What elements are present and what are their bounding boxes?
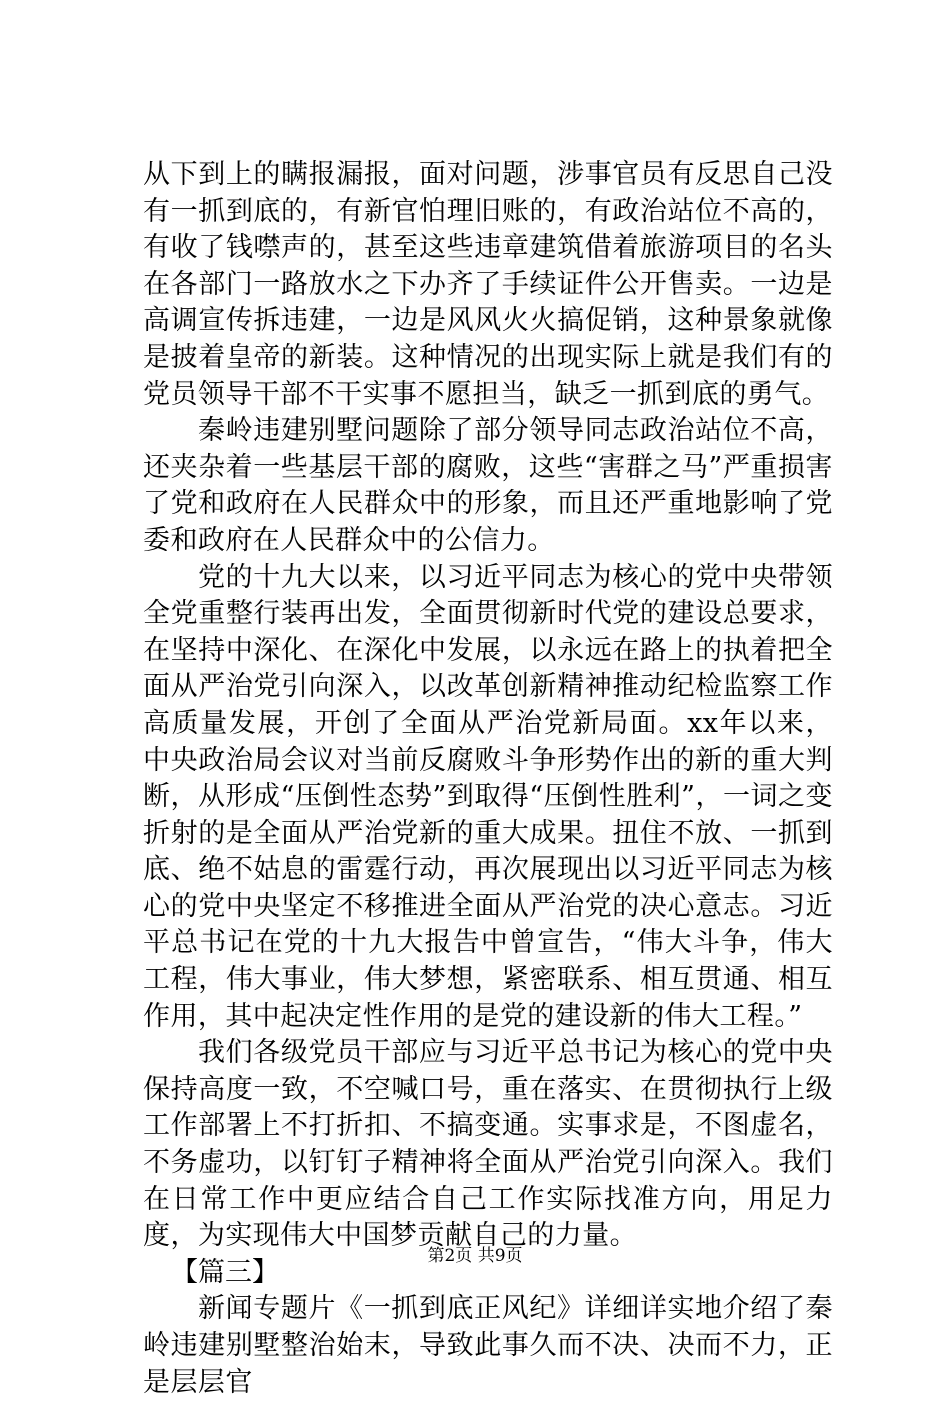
section-heading: 【篇三】 (171, 1256, 279, 1288)
paragraph-cadres-duty: 我们各级党员干部应与习近平总书记为核心的党中央保持高度一致，不空喊口号，重在落实、在贯彻执行上级工作部署上不打折扣、不搞变通。实事求是，不图虚名，不务虚功，以钉钉子精神将全面从严治党引向深入。我们在日常工作中更应结合自己工作实际找准方向，用足力度，为实现伟大中国梦贡献自己的力量。 (143, 1037, 833, 1252)
paragraph-qinling-corruption: 秦岭违建别墅问题除了部分领导同志政治站位不高，还夹杂着一些基层干部的腐败，这些“害群之马”严重损害了党和政府在人民群众中的形象，而且还严重地影响了党委和政府在人民群众中的公信力。 (143, 415, 833, 556)
page-number-footer: 第2页 共9页 (427, 1246, 523, 1266)
paragraph-party-congress: 党的十九大以来，以习近平同志为核心的党中央带领全党重整行装再出发，全面贯彻新时代党的建设总要求，在坚持中深化、在深化中发展，以永远在路上的执着把全面从严治党引向深入，以改革创新精神推动纪检监察工作高质量发展，开创了全面从严治党新局面。xx年以来，中央政治局会议对当前反腐败斗争形势作出的新的重大判断，从形成“压倒性态势”到取得“压倒性胜利”，一词之变折射的是全面从严治党新的重大成果。扭住不放、一抓到底、绝不姑息的雷霆行动，再次展现出以习近平同志为核心的党中央坚定不移推进全面从严治党的决心意志。习近平总书记在党的十九大报告中曾宣告，“伟大斗争，伟大工程，伟大事业，伟大梦想，紧密联系、相互贯通、相互作用，其中起决定性作用的是党的建设新的伟大工程。” (143, 561, 833, 1032)
document-body (143, 157, 833, 1401)
paragraph-news-documentary: 新闻专题片《一抓到底正风纪》详细详实地介绍了秦岭违建别墅整治始末，导致此事久而不决、决而不力，正是层层官 (143, 1293, 833, 1398)
paragraph-continued: 从下到上的瞒报漏报，面对问题，涉事官员有反思自己没有一抓到底的，有新官怕理旧账的，有政治站位不高的，有收了钱噤声的，甚至这些违章建筑借着旅游项目的名头在各部门一路放水之下办齐了手续证件公开售卖。一边是高调宣传拆违建，一边是风风火火搞促销，这种景象就像是披着皇帝的新装。这种情况的出现实际上就是我们有的党员领导干部不干实事不愿担当，缺乏一抓到底的勇气。 (143, 159, 833, 410)
